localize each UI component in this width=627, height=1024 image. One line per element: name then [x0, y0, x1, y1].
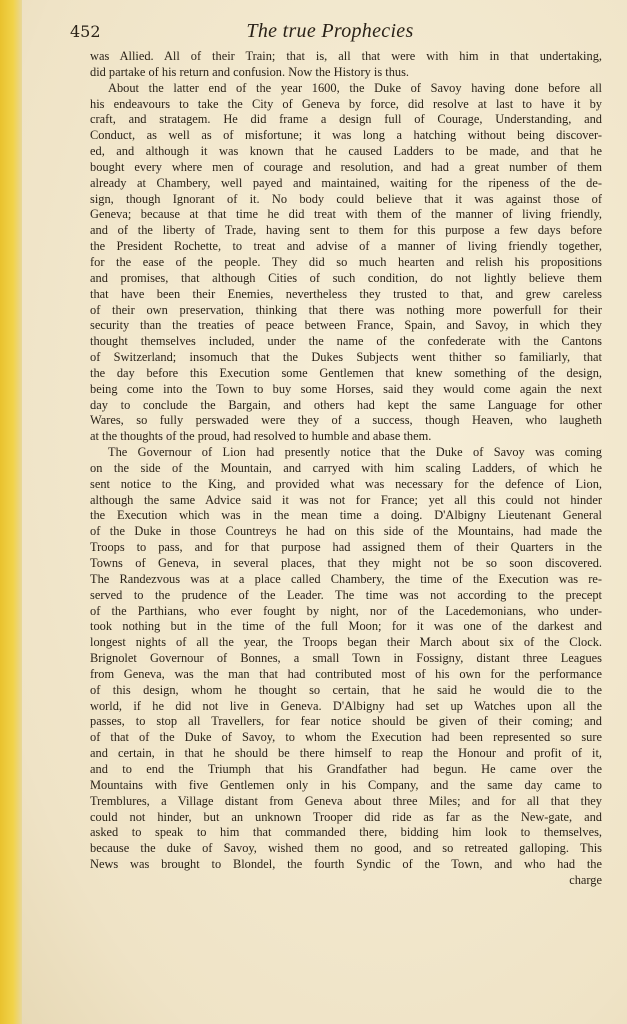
text-line: could not hinder, but an unknown Trooper did ride as far as the New-gate, and — [90, 809, 602, 824]
catchword: charge — [569, 872, 602, 887]
text-line: Towns of Geneva, in several places, that they might not be so soon discovered. — [90, 556, 602, 570]
text-line: although the same Advice said it was not for France; yet all this could not hinder — [90, 492, 602, 507]
text-line: ed, and although it was known that he caused Ladders to be made, and that he — [90, 144, 602, 159]
text-line: thought themselves included, under the name of the confederate with the Cantons — [90, 334, 602, 349]
page-edge-strip — [0, 0, 22, 1024]
text-line: Geneva; because at that time he did treat with them of the manner of living friendly, — [90, 207, 602, 222]
text-line: on the side of the Mountain, and carryed with him scaling Ladders, of which he — [90, 460, 602, 475]
text-line: of Switzerland; insomuch that the Dukes Subjects went thither so familiarly, that — [90, 350, 602, 365]
text-line: already at Chambery, well payed and maintained, waiting for the ripeness of the de- — [90, 175, 602, 190]
text-line: his endeavours to take the City of Geneva by force, did resolve at last to have it by — [90, 96, 602, 111]
text-line: the day before this Execution some Gentlemen that knew something of the design, — [90, 365, 602, 380]
text-line: longest nights of all the year, the Troops began their March about six of the Clock. — [90, 635, 602, 650]
text-line: of the Parthians, who ever fought by night, nor of the Lacedemonians, who under- — [90, 603, 602, 618]
text-line: and promises, that although Cities of such condition, do not lightly believe them — [90, 270, 602, 285]
text-line: for the ease of the people. They did so much hearten and relish his propositions — [90, 254, 602, 269]
text-line: Wares, so fully perswaded were they of a success, though Heaven, who laugheth — [90, 413, 602, 428]
text-line: News was brought to Blondel, the fourth Syndic of the Town, and who had the — [90, 857, 602, 872]
text-line: Mountains with five Gentlemen only in his Company, and the same day came to — [90, 777, 602, 792]
text-line: Troops to pass, and for that purpose had assigned them of their Quarters in the — [90, 540, 602, 555]
text-line: from Geneva, was the man that had contributed most of his own for the performance — [90, 666, 602, 681]
text-line: and certain, in that he should be there himself to reap the Honour and profit of it, — [90, 746, 602, 761]
text-line: bought every where men of courage and resolution, and had a great number of them — [90, 159, 602, 174]
text-line: at the thoughts of the proud, had resolved to humble and abase them. — [90, 429, 432, 444]
text-line: Conduct, as well as of misfortune; it was long a hatching without being discover- — [90, 128, 602, 143]
text-line: security than the treaties of peace between France, Spain, and Savoy, in which they — [90, 318, 602, 333]
text-line: the President Rochette, to treat and advise of a manner of living friendly together, — [90, 239, 602, 254]
text-line: day to conclude the Bargain, and others had kept the same Language for other — [90, 397, 602, 412]
text-line: world, if he did not live in Geneva. D'Albigny had set up Watches upon all the — [90, 698, 602, 713]
text-line: passes, to stop all Travellers, for fear notice should be given of their coming; and — [90, 714, 602, 729]
body-text — [90, 49, 602, 889]
text-line: took nothing but in the time of the full Moon; for it was one of the darkest and — [90, 619, 602, 634]
text-line: craft, and stratagem. He did frame a design full of Courage, Understanding, and — [90, 112, 602, 127]
text-line: The Governour of Lion had presently notice that the Duke of Savoy was coming — [108, 445, 602, 460]
text-line: asked to speak to him that commanded there, bidding him look to themselves, — [90, 825, 602, 840]
text-line: Tremblures, a Village distant from Geneva about three Miles; and for all that they — [90, 793, 602, 808]
text-line: About the latter end of the year 1600, the Duke of Savoy having done before all — [108, 80, 602, 95]
text-line: sent notice to the King, and provided what was necessary for the defence of Lion, — [90, 476, 602, 491]
text-line: of the Duke in those Countreys he had on this side of the Mountains, had made the — [90, 524, 602, 539]
text-line: and of the liberty of Trade, having sent to them for this purpose a few days before — [90, 223, 602, 238]
text-line: of this design, whom he thought so certain, that he said he would die to the — [90, 682, 602, 697]
text-line: and to end the Triumph that his Grandfather had begun. He came over the — [90, 761, 602, 776]
running-title: The true Prophecies — [246, 20, 414, 42]
text-line: served to the prudence of the Leader. The time was not according to the precept — [90, 587, 602, 602]
text-line: of their own preservation, thinking that there was nothing more powerfull for their — [90, 302, 602, 317]
text-line: did partake of his return and confusion. Now the History is thus. — [90, 64, 410, 79]
text-line: because the duke of Savoy, wished them no good, and so retreated galloping. This — [90, 841, 602, 856]
page-header — [70, 20, 610, 48]
page-number: 452 — [70, 22, 101, 41]
text-line: that have been their Enemies, nevertheless they trusted to that, and grew careless — [90, 286, 602, 301]
text-line: was Allied. All of their Train; that is, all that were with him in that undertaking, — [90, 49, 602, 63]
text-line: of that of the Duke of Savoy, to whom the Execution had been represented so sure — [90, 730, 602, 745]
text-line: Brignolet Governour of Bonnes, a small Town in Fossigny, distant three Leagues — [90, 651, 602, 666]
text-line: sign, though Ignorant of it. No body could believe that it was against those of — [90, 191, 602, 206]
text-line: the Execution which was in the mean time a doing. D'Albigny Lieutenant General — [90, 508, 602, 523]
text-line: The Randezvous was at a place called Chambery, the time of the Execution was re- — [90, 571, 602, 586]
text-line: being come into the Town to buy some Horses, said they would come again the next — [90, 381, 602, 396]
